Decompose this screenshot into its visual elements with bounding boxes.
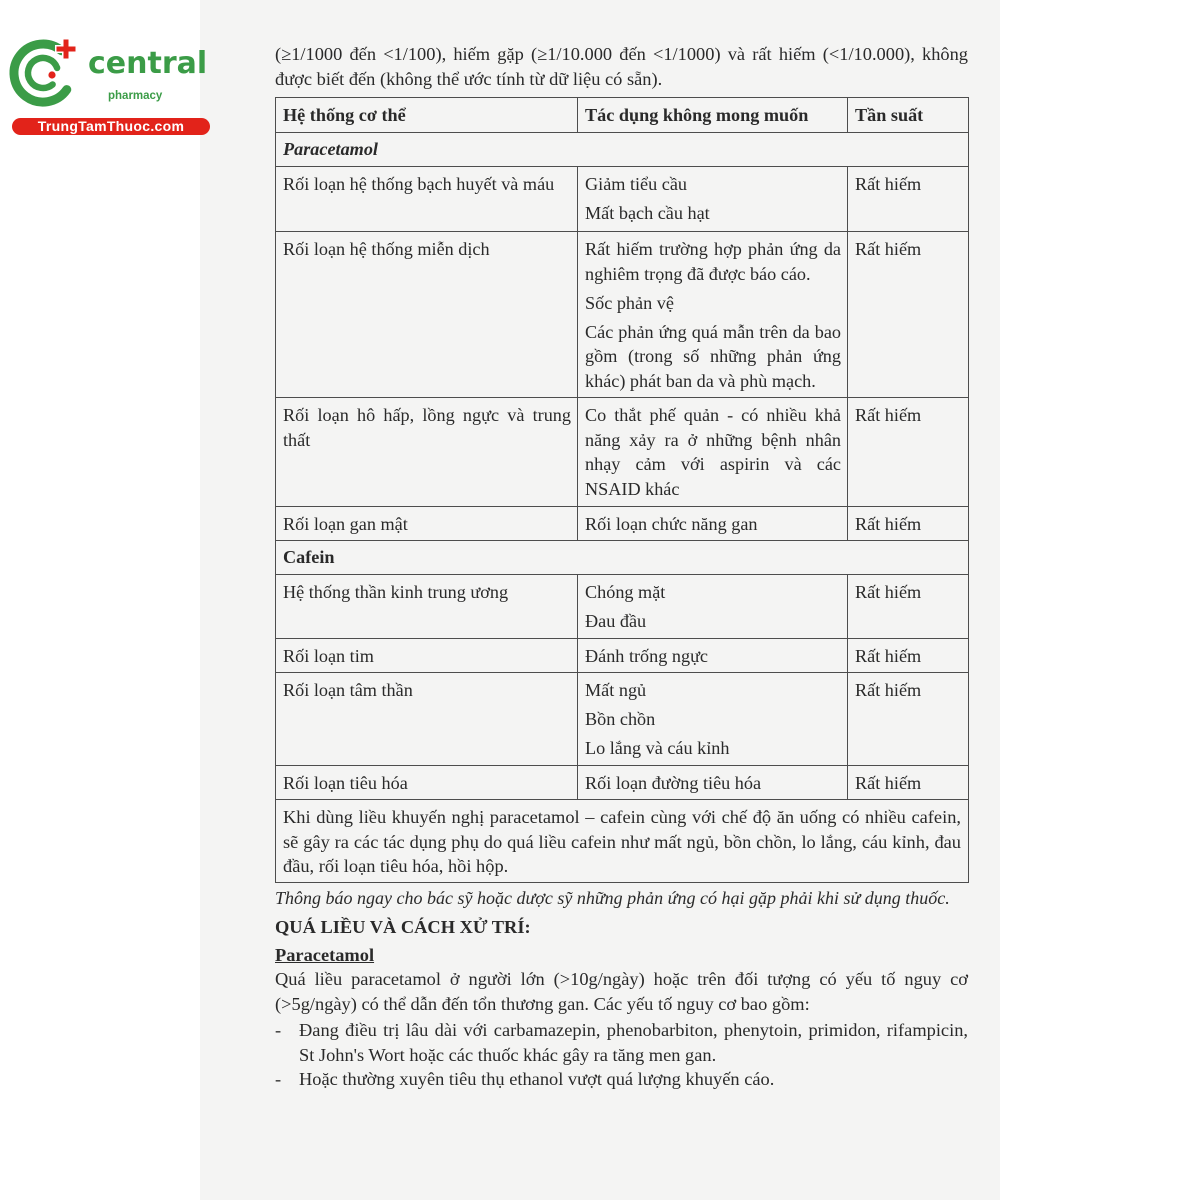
- frequency-cell: Rất hiếm: [848, 766, 969, 800]
- effect-item: Mất ngủ: [585, 680, 647, 700]
- brand-name: central: [88, 46, 208, 81]
- list-marker: -: [275, 1020, 282, 1040]
- brand-logo: [0, 0, 215, 140]
- frequency-cell: Rất hiếm: [848, 575, 969, 639]
- intro-paragraph: (≥1/1000 đến <1/100), hiếm gặp (≥1/10.000 đến <1/1000) và rất hiếm (<1/10.000), không được biết đến (không thể ước tính từ dữ liệu có sẵn).: [275, 44, 968, 89]
- system-cell: Rối loạn tim: [276, 639, 578, 673]
- table-row: [276, 232, 969, 398]
- effect-item: Sốc phản vệ: [585, 292, 674, 313]
- table-row: [276, 766, 969, 800]
- frequency-cell: Rất hiếm: [848, 507, 969, 541]
- table-row: [276, 575, 969, 639]
- effect-cell: [578, 575, 848, 639]
- effect-item: Chóng mặt: [585, 582, 666, 602]
- effect-cell: [578, 639, 848, 673]
- effect-cell: [578, 766, 848, 800]
- central-pharmacy-logo-icon: [3, 33, 83, 113]
- risk-factor-list: [275, 1018, 968, 1092]
- table-header-row: [276, 98, 969, 133]
- brand-tagline: pharmacy: [108, 90, 163, 102]
- header-frequency: Tần suất: [848, 98, 969, 133]
- effect-item: Rất hiếm trường hợp phản ứng da nghiêm trọng đã được báo cáo.: [585, 239, 841, 284]
- list-item: [275, 1067, 968, 1092]
- table-row: [276, 507, 969, 541]
- system-cell: Rối loạn tiêu hóa: [276, 766, 578, 800]
- effect-cell: [578, 167, 848, 232]
- effect-item: Co thắt phế quản - có nhiều khả năng xảy ra ở những bệnh nhân nhạy cảm với aspirin và các NSAID khác: [585, 405, 841, 499]
- frequency-cell: Rất hiếm: [848, 398, 969, 507]
- effect-cell: [578, 398, 848, 507]
- list-marker: -: [275, 1069, 282, 1089]
- brand-site-banner: TrungTamThuoc.com: [12, 118, 210, 135]
- adverse-effects-table: [275, 97, 969, 883]
- section-row-cafein: [276, 541, 969, 575]
- frequency-cell: Rất hiếm: [848, 167, 969, 232]
- system-cell: Rối loạn hô hấp, lồng ngực và trung thất: [276, 398, 578, 507]
- effect-cell: [578, 507, 848, 541]
- table-note-row: [276, 800, 969, 883]
- section-title: Cafein: [276, 541, 969, 575]
- effect-cell: [578, 232, 848, 398]
- overdose-paragraph: Quá liều paracetamol ở người lớn (>10g/ngày) hoặc trên đối tượng có yếu tố nguy cơ (>5g/ngày) có thể dẫn đến tổn thương gan. Các yếu tố nguy cơ bao gồm:: [275, 969, 968, 1014]
- effect-item: Các phản ứng quá mẫn trên da bao gồm (trong số những phản ứng khác) phát ban da và phù mạch.: [585, 321, 841, 391]
- subheading-paracetamol: Paracetamol: [275, 944, 375, 965]
- system-cell: Rối loạn hệ thống bạch huyết và máu: [276, 167, 578, 232]
- system-cell: Hệ thống thần kinh trung ương: [276, 575, 578, 639]
- table-row: [276, 673, 969, 766]
- header-effect: Tác dụng không mong muốn: [578, 98, 848, 133]
- effect-cell: [578, 673, 848, 766]
- effect-item: Bồn chồn: [585, 709, 656, 729]
- frequency-cell: Rất hiếm: [848, 673, 969, 766]
- effect-item: Đau đầu: [585, 611, 647, 631]
- system-cell: Rối loạn tâm thần: [276, 673, 578, 766]
- section-heading-overdose: QUÁ LIỀU VÀ CÁCH XỬ TRÍ:: [275, 917, 531, 937]
- frequency-cell: Rất hiếm: [848, 232, 969, 398]
- section-row-paracetamol: [276, 133, 969, 167]
- header-system: Hệ thống cơ thể: [276, 98, 578, 133]
- table-row: [276, 639, 969, 673]
- effect-item: Giảm tiểu cầu: [585, 174, 688, 194]
- table-row: [276, 167, 969, 232]
- table-note: Khi dùng liều khuyến nghị paracetamol – cafein cùng với chế độ ăn uống có nhiều cafein, sẽ gây ra các tác dụng phụ do quá liều cafein như mất ngủ, bồn chồn, lo lắng, cáu kỉnh, đau đầu, rối loạn tiêu hóa, hồi hộp.: [276, 800, 969, 883]
- effect-item: Mất bạch cầu hạt: [585, 203, 710, 223]
- table-row: [276, 398, 969, 507]
- frequency-cell: Rất hiếm: [848, 639, 969, 673]
- effect-item: Rối loạn đường tiêu hóa: [585, 773, 762, 793]
- system-cell: Rối loạn hệ thống miễn dịch: [276, 232, 578, 398]
- list-item: [275, 1018, 968, 1067]
- list-item-text: Đang điều trị lâu dài với carbamazepin, phenobarbiton, phenytoin, primidon, rifampicin, St John's Wort hoặc các thuốc khác gây ra tăng men gan.: [299, 1020, 968, 1065]
- system-cell: Rối loạn gan mật: [276, 507, 578, 541]
- list-item-text: Hoặc thường xuyên tiêu thụ ethanol vượt quá lượng khuyến cáo.: [299, 1069, 775, 1089]
- section-title: Paracetamol: [276, 133, 969, 167]
- effect-item: Đánh trống ngực: [585, 646, 708, 666]
- effect-item: Lo lắng và cáu kỉnh: [585, 738, 730, 758]
- document-body: [275, 42, 968, 1092]
- effect-item: Rối loạn chức năng gan: [585, 514, 758, 534]
- warning-note: Thông báo ngay cho bác sỹ hoặc dược sỹ những phản ứng có hại gặp phải khi sử dụng thuốc.: [275, 888, 950, 908]
